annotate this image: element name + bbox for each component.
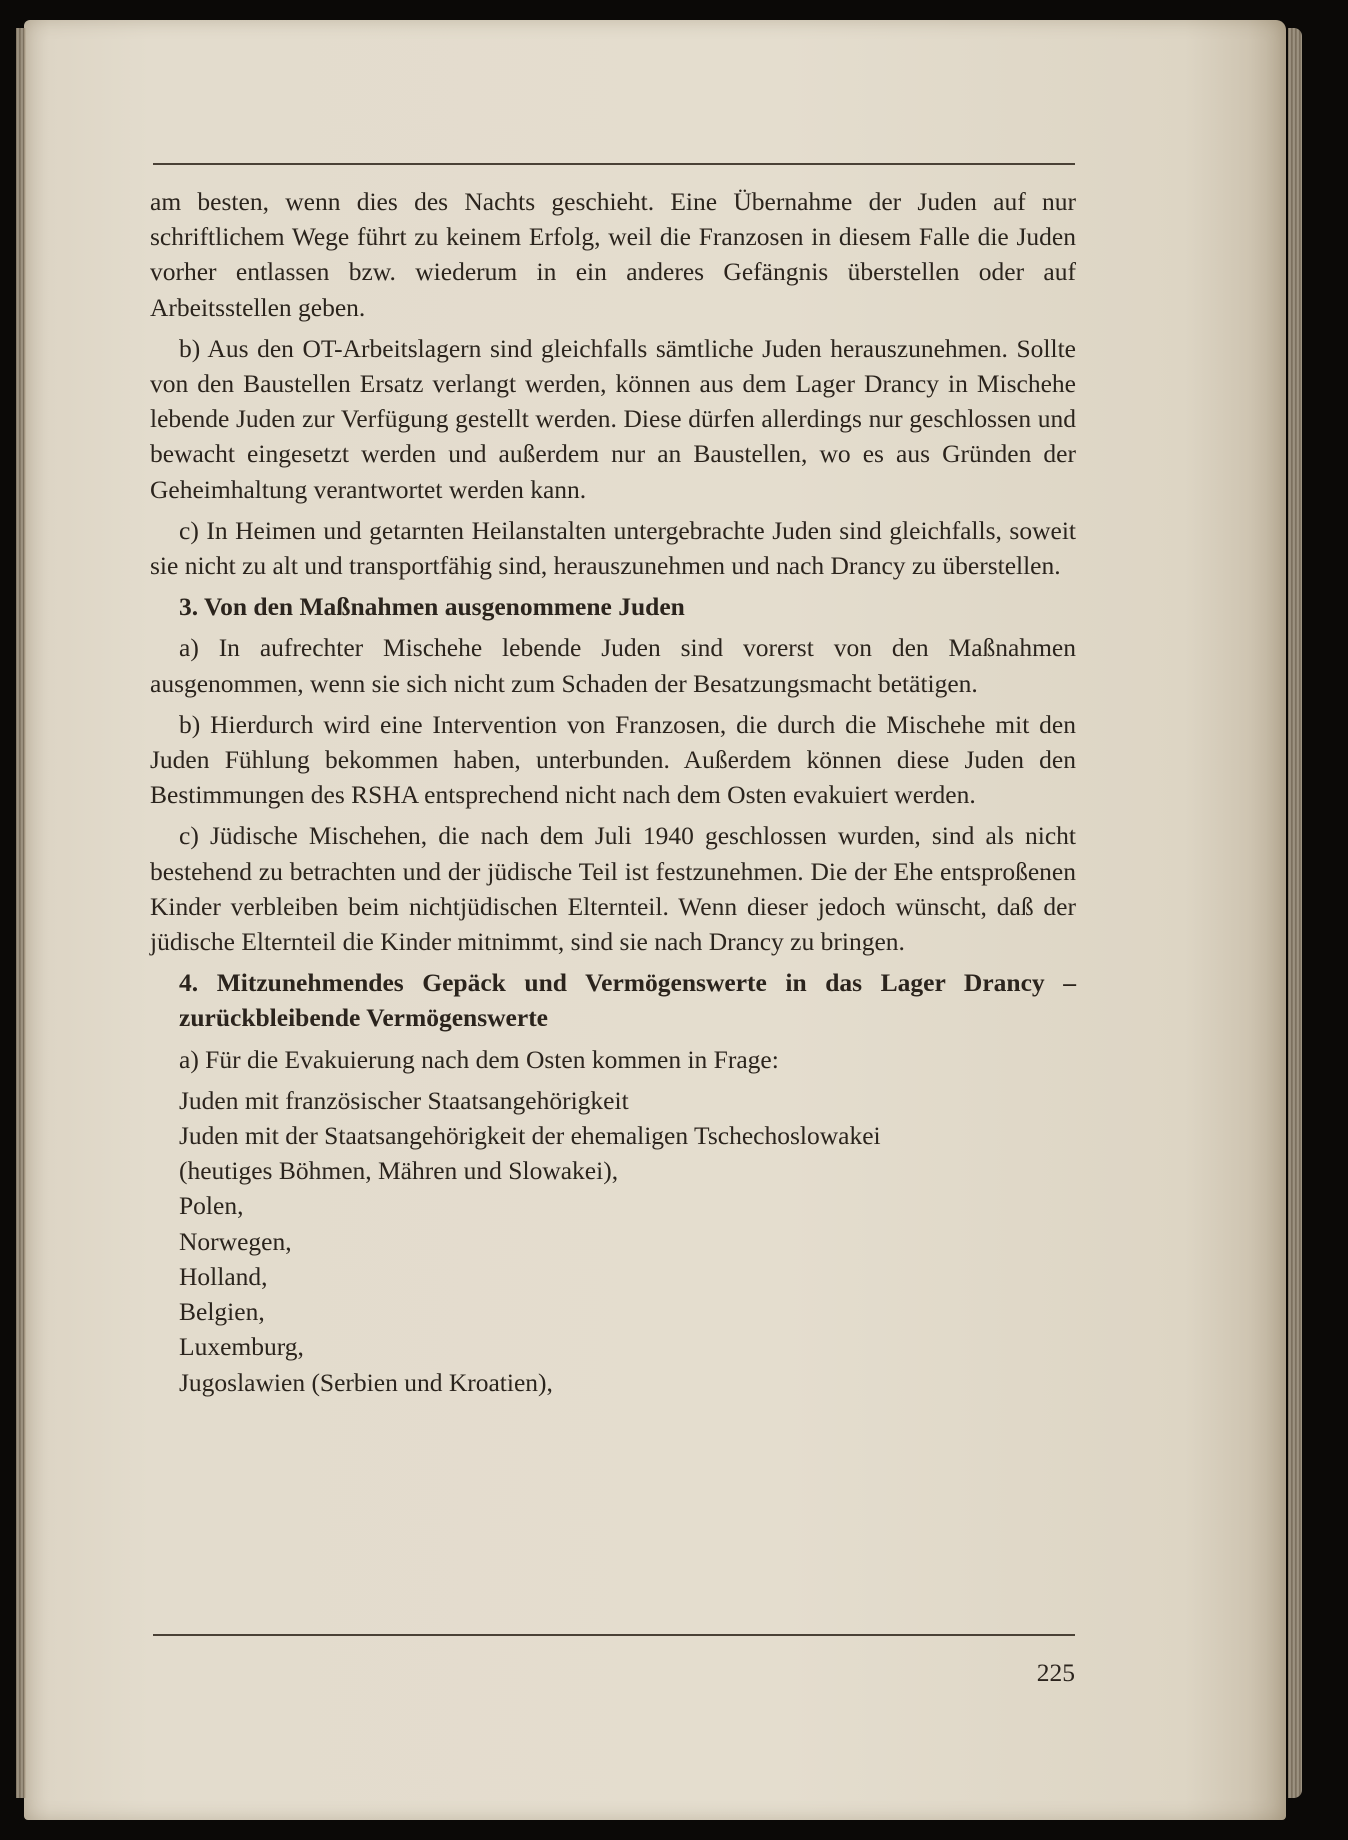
- page-body: [150, 184, 1076, 1400]
- list-item: Norwegen,: [179, 1226, 292, 1256]
- section-4-intro: a) Für die Evakuierung nach dem Osten kommen in Frage:: [179, 1044, 779, 1074]
- list-item: Jugoslawien (Serbien und Kroatien),: [179, 1367, 553, 1397]
- section-3-paragraph-b: b) Hierdurch wird eine Intervention von Franzosen, die durch die Mischehe mit den Juden Fühlung bekommen haben, unterbunden. Außerdem können diese Juden den Bestimmungen des RSHA entsprechend nicht nach dem Osten evakuiert werden.: [150, 709, 1076, 810]
- section-3-paragraph-a: a) In aufrechter Mischehe lebende Juden sind vorerst von den Maßnahmen ausgenommen, wenn sie sich nicht zum Schaden der Besatzungsmacht betätigen.: [150, 633, 1076, 698]
- list-item: (heutiges Böhmen, Mähren und Slowakei),: [179, 1156, 619, 1186]
- paragraph-b-ot-arbeitslager: b) Aus den OT-Arbeitslagern sind gleichfalls sämtliche Juden herauszunehmen. Sollte von den Baustellen Ersatz verlangt werden, können aus dem Lager Drancy in Mischehe lebende Juden zur Verfügung gestellt werden. Diese dürfen allerdings nur geschlossen und bewacht eingesetzt werden und außerdem nur an Baustellen, wo es aus Gründen der Geheimhaltung verantwortet werden kann.: [150, 333, 1076, 504]
- list-item: Juden mit französischer Staatsangehörigkeit: [179, 1085, 629, 1115]
- page-number: 225: [1036, 1658, 1075, 1687]
- header-rule: [153, 163, 1075, 165]
- list-item: Polen,: [179, 1191, 244, 1221]
- page-edge-right: [1288, 28, 1302, 1798]
- list-item: Belgien,: [179, 1297, 265, 1327]
- page-edge-left: [16, 28, 26, 1798]
- section-3-paragraph-c: c) Jüdische Mischehen, die nach dem Juli 1940 geschlossen wurden, sind als nicht bestehend zu betrachten und der jüdische Teil ist festzunehmen. Die der Ehe entsproßenen Kinder verbleiben beim nichtjüdischen Elternteil. Wenn dieser jedoch wünscht, daß der jüdische Elternteil die Kinder mitnimmt, sind sie nach Drancy zu bringen.: [150, 821, 1076, 957]
- list-item: Holland,: [179, 1261, 268, 1291]
- section-3-heading: 3. Von den Maßnahmen ausgenommene Juden: [179, 592, 685, 622]
- country-list: [150, 1083, 1076, 1400]
- list-item: Luxemburg,: [179, 1332, 304, 1362]
- paragraph-c-heime: c) In Heimen und getarnten Heilanstalten untergebrachte Juden sind gleichfalls, soweit sie nicht zu alt und transportfähig sind, herauszunehmen und nach Drancy zu überstellen.: [150, 515, 1076, 581]
- paragraph-continuation: am besten, wenn dies des Nachts geschieht. Eine Übernahme der Juden auf nur schriftlichem Wege führt zu keinem Erfolg, weil die Franzosen in diesem Falle die Juden vorher entlassen bzw. wiederum in ein anderes Gefängnis überstellen oder auf Arbeitsstellen geben.: [150, 187, 1076, 322]
- footer-rule: [153, 1634, 1075, 1636]
- list-item: Juden mit der Staatsangehörigkeit der ehemaligen Tschechoslowakei: [179, 1121, 881, 1151]
- section-4-heading: 4. Mitzunehmendes Gepäck und Vermögenswerte in das Lager Drancy – zurückbleibende Vermögenswerte: [179, 968, 1076, 1033]
